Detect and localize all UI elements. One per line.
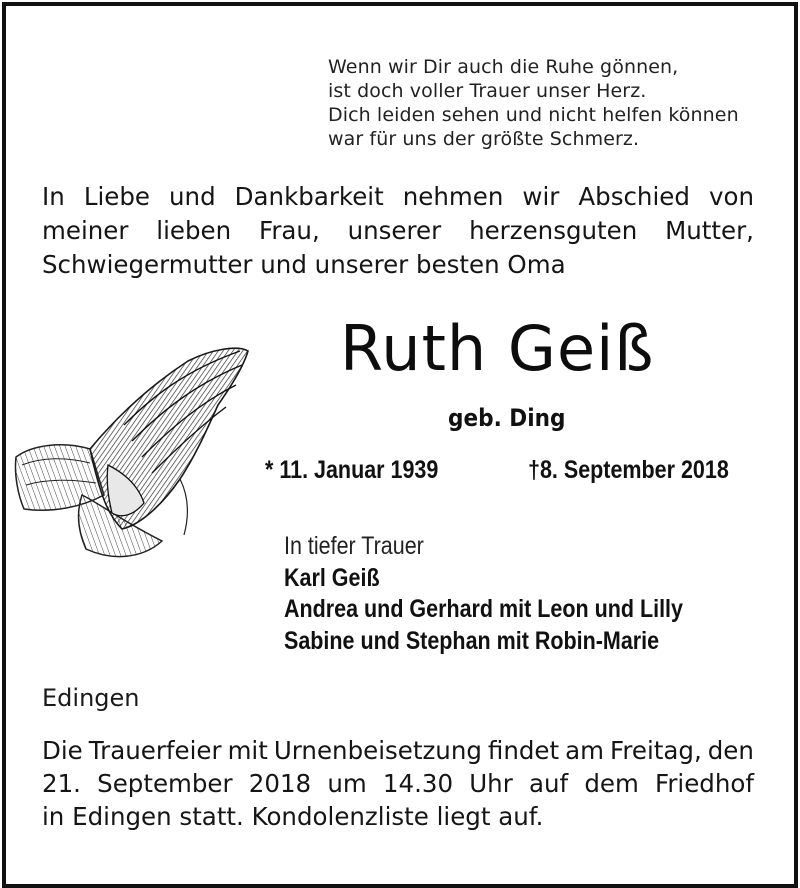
word: wir	[522, 182, 560, 211]
poem-line: Wenn wir Dir auch die Ruhe gönnen,	[328, 56, 679, 78]
word: Die	[42, 736, 83, 765]
praying-hands-icon	[12, 345, 252, 565]
maiden-name: geb. Ding	[448, 404, 566, 432]
word: den	[707, 736, 754, 765]
word: nehmen	[402, 182, 504, 211]
word: Mutter,	[665, 216, 754, 245]
word: Urnenbeisetzung	[273, 736, 482, 765]
ceremony-line-1	[42, 734, 754, 767]
word: von	[708, 182, 754, 211]
word: Frau,	[259, 216, 320, 245]
poem-line: war für uns der größte Schmerz.	[328, 128, 640, 150]
word: und	[169, 182, 216, 211]
ceremony-line-3: in Edingen statt. Kondolenzliste liegt auf.	[42, 802, 544, 831]
word: Trauerfeier	[88, 736, 222, 765]
birth-date: * 11. Januar 1939	[265, 456, 439, 484]
word: unserer	[347, 216, 442, 245]
poem-line: Dich leiden sehen und nicht helfen können	[328, 104, 739, 126]
word: 2018	[248, 769, 312, 798]
word: In	[42, 182, 65, 211]
word: findet	[487, 736, 560, 765]
word: um	[327, 769, 367, 798]
poem-verse	[328, 55, 739, 151]
word: September	[97, 769, 233, 798]
word: auf	[528, 769, 569, 798]
word: Uhr	[469, 769, 513, 798]
word: 14.30	[382, 769, 454, 798]
mourning-lead: In tiefer Trauer	[284, 532, 424, 560]
word: dem	[584, 769, 639, 798]
word: herzensguten	[469, 216, 638, 245]
mourners-block	[284, 531, 748, 657]
word: Freitag,	[610, 736, 702, 765]
word: Dankbarkeit	[234, 182, 384, 211]
word: lieben	[156, 216, 232, 245]
word: am	[565, 736, 605, 765]
intro-text	[42, 180, 754, 282]
deceased-name: Ruth Geiß	[340, 312, 655, 385]
place-name: Edingen	[42, 684, 140, 712]
intro-line-2	[42, 214, 754, 248]
word: mit	[227, 736, 268, 765]
word: meiner	[42, 216, 129, 245]
word: Abschied	[578, 182, 690, 211]
word: Liebe	[83, 182, 150, 211]
mourner-name: Sabine und Stephan mit Robin-Marie	[284, 626, 660, 655]
ceremony-text	[42, 734, 754, 833]
intro-line-1	[42, 180, 754, 214]
mourner-name: Karl Geiß	[284, 563, 380, 592]
poem-line: ist doch voller Trauer unser Herz.	[328, 80, 647, 102]
death-date: †8. September 2018	[528, 456, 729, 484]
word: Friedhof	[655, 769, 754, 798]
mourner-name: Andrea und Gerhard mit Leon und Lilly	[284, 595, 683, 623]
ceremony-line-2	[42, 767, 754, 800]
word: 21.	[42, 769, 81, 798]
intro-line-3: Schwiegermutter und unserer besten Oma	[42, 250, 566, 279]
